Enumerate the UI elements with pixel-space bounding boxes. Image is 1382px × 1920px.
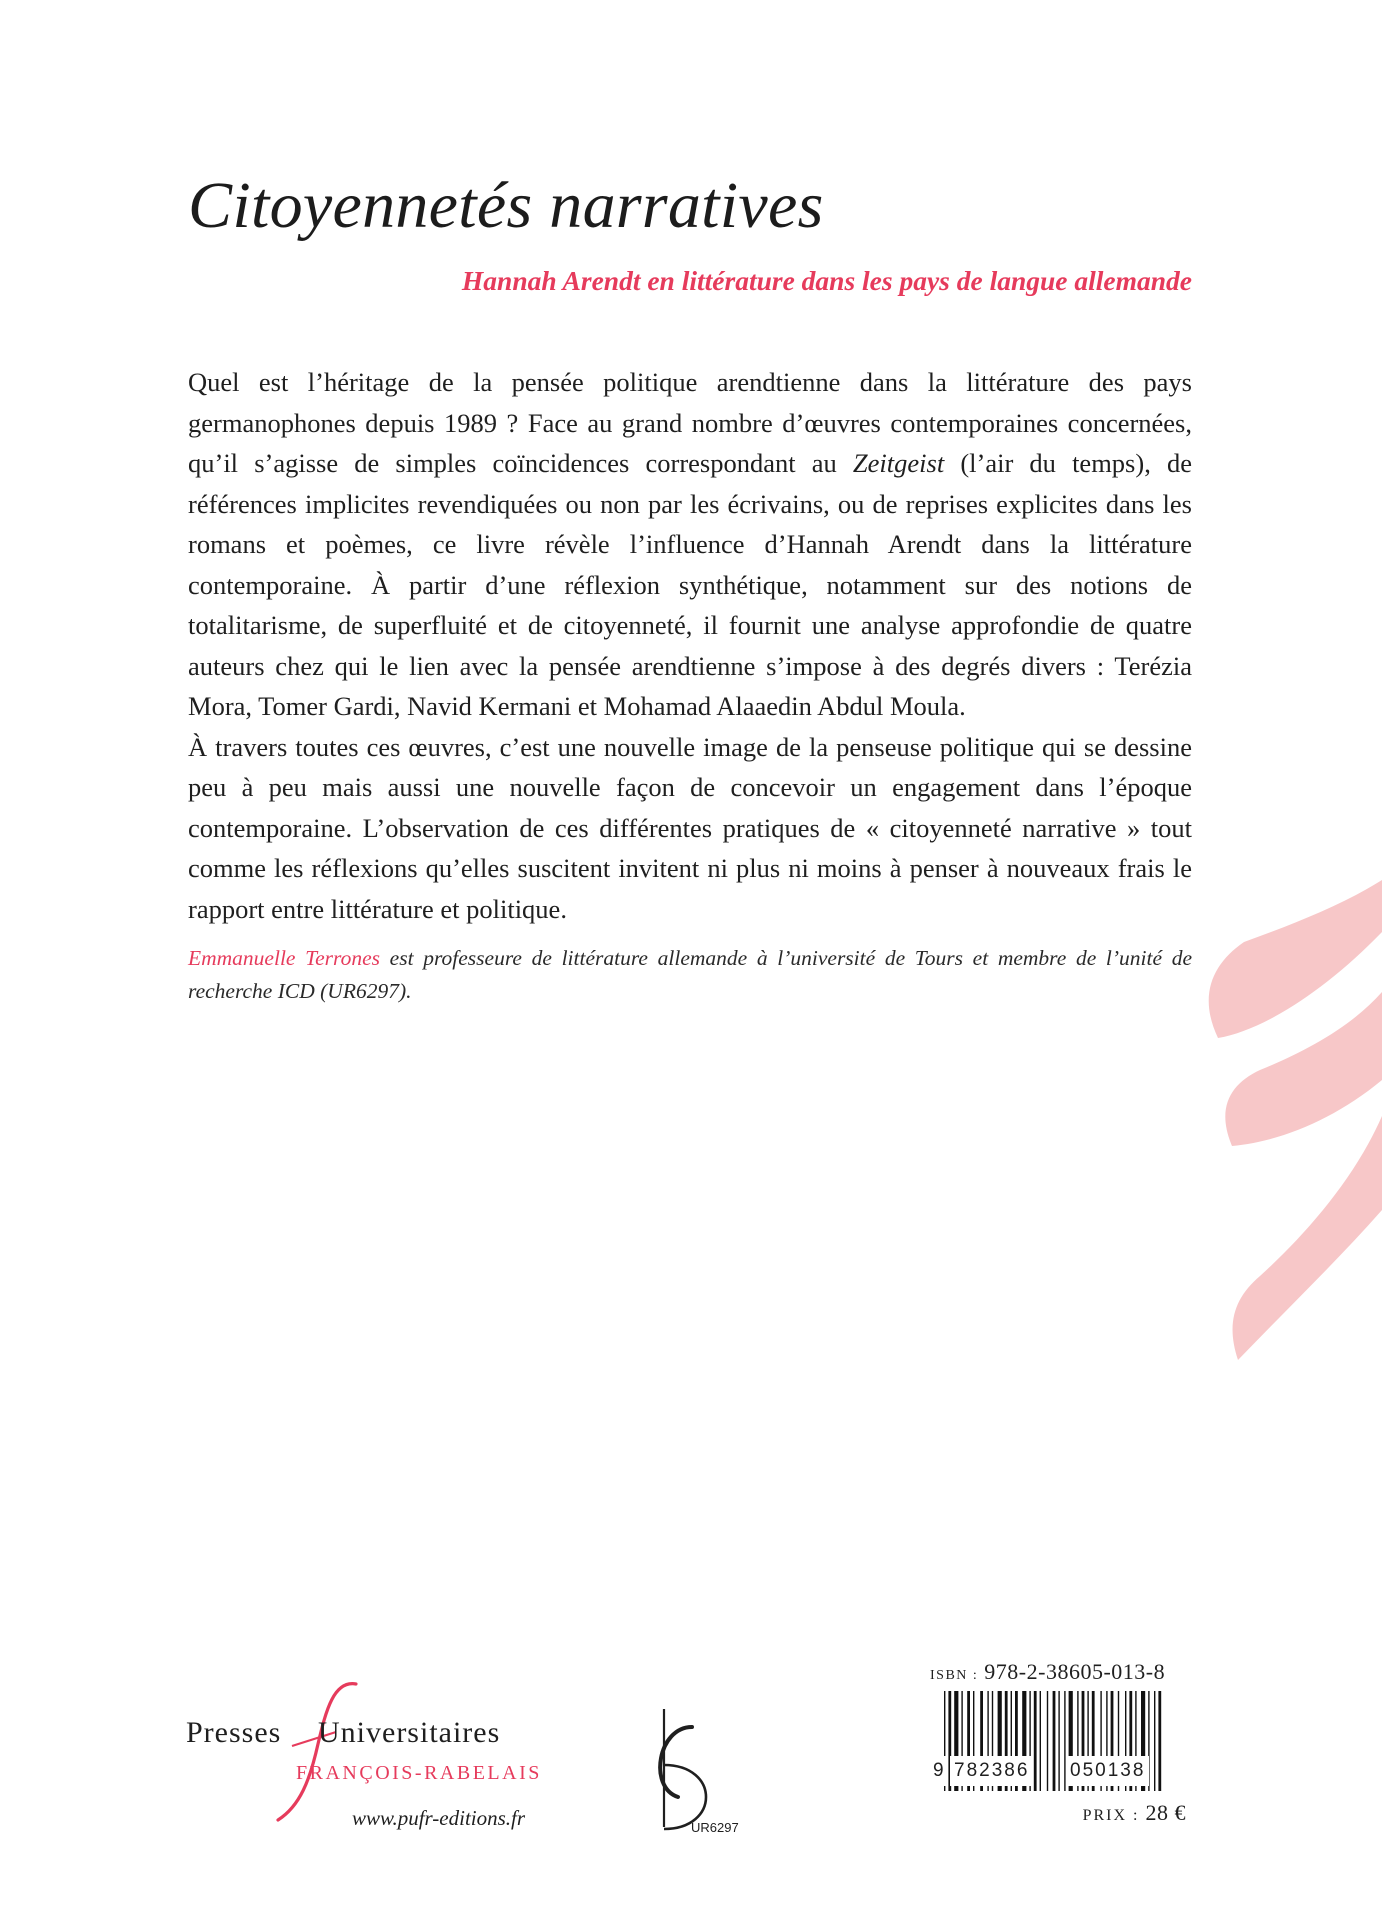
author-bio-text: est professeure de littérature allemande à l’université de Tours et membre de l’unité de recherche ICD (UR6297). (188, 946, 1192, 1003)
icd-logo (630, 1705, 750, 1835)
isbn-number: 978-2-38605-013-8 (984, 1659, 1166, 1684)
price-label: PRIX : (1082, 1807, 1140, 1824)
swoosh-band (1209, 880, 1382, 1038)
barcode-digits-right: 050138 (1066, 1756, 1149, 1786)
publisher-website: www.pufr-editions.fr (352, 1806, 526, 1830)
author-bio (188, 942, 1192, 1008)
isbn (930, 1659, 1186, 1685)
isbn-label: ISBN : (930, 1668, 979, 1683)
publisher-logo (186, 1680, 556, 1825)
author-name: Emmanuelle Terrones (188, 946, 381, 970)
blurb-text-run: À travers toutes ces œuvres, c’est une nouvelle image de la penseuse politique qui se dessine peu à peu mais aussi une nouvelle façon de concevoir un engagement dans l’époque contemporaine. L’observation de ces différentes pratiques de « citoyenneté narrative » tout comme les réflexions qu’elles suscitent invitent ni plus ni moins à penser à nouveaux frais le rapport entre littérature et politique. (188, 731, 1192, 924)
price (1083, 1800, 1186, 1826)
blurb-text-run: Quel est l’héritage de la pensée politique arendtienne dans la littérature des pays germanophones depuis 1989 ? Face au grand nombre d’œuvres contemporaines concernées, qu’il s’agisse de simples coïncidences correspondant au (188, 367, 1192, 478)
blurb-paragraph (188, 727, 1192, 930)
emphasized-term: Zeitgeist (852, 448, 945, 478)
blurb (188, 362, 1192, 929)
decorative-swoosh (1208, 880, 1382, 1360)
price-value: 28 € (1145, 1800, 1186, 1825)
swoosh-band (1233, 1116, 1382, 1360)
blurb-paragraph (188, 362, 1192, 727)
book-subtitle: Hannah Arendt en littérature dans les pays de langue allemande (461, 265, 1192, 296)
barcode-digits (930, 1756, 1186, 1786)
logo-presses: Presses (186, 1716, 282, 1749)
logo-f-mark (278, 1684, 356, 1820)
logo-francois-rabelais: François-Rabelais (296, 1762, 542, 1784)
barcode-digits-left: 782386 (950, 1756, 1033, 1786)
book-title: Citoyennetés narratives (188, 169, 824, 242)
barcode-digit-first: 9 (930, 1756, 947, 1786)
logo-universitaires: Universitaires (318, 1716, 501, 1749)
icd-unit-code: UR6297 (691, 1820, 739, 1835)
blurb-text-run: (l’air du temps), de références implicites revendiquées ou non par les écrivains, ou de reprises explicites dans les romans et poèmes, ce livre révèle l’influence d’Hannah Arendt dans la littérature contemporaine. À partir d’une réflexion synthétique, notamment sur des notions de totalitarisme, de superfluité et de citoyenneté, il fournit une analyse approfondie de quatre auteurs chez qui le lien avec la pensée arendtienne s’impose à des degrés divers : Terézia Mora, Tomer Gardi, Navid Kermani et Mohamad Alaaedin Abdul Moula. (188, 448, 1192, 721)
